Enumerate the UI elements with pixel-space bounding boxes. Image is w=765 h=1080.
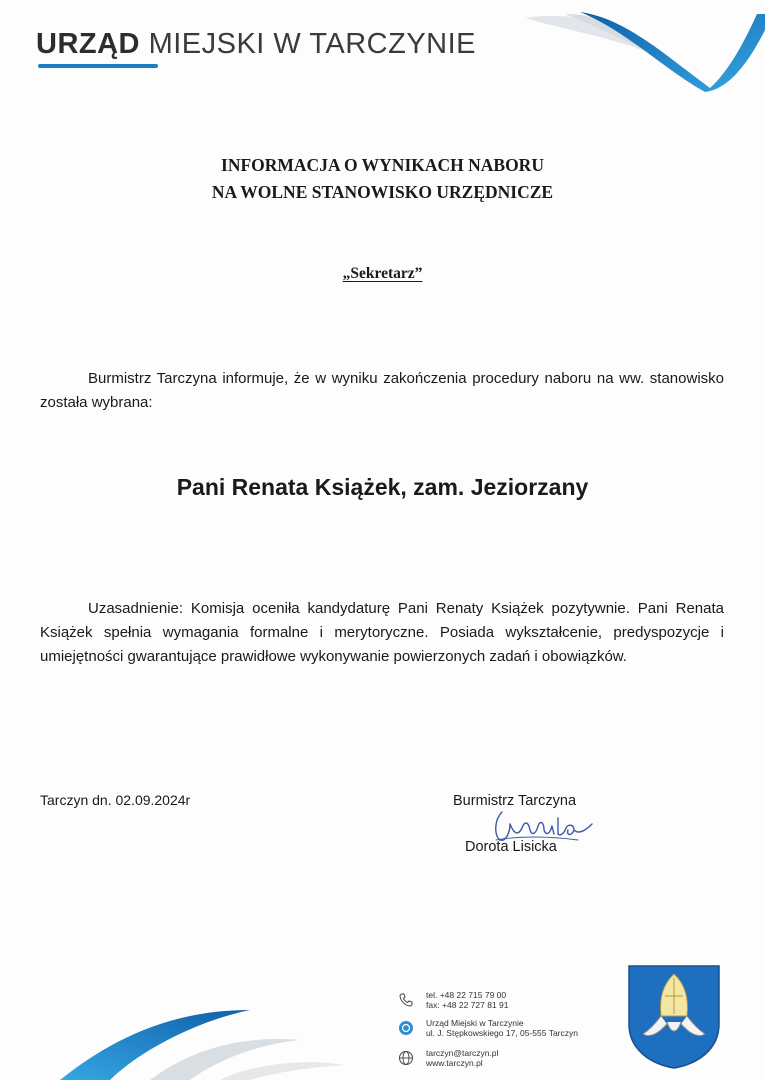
document-date: Tarczyn dn. 02.09.2024r: [40, 792, 191, 808]
document-title: [0, 152, 765, 206]
logo-underline: [38, 64, 158, 68]
header-wave-decoration-icon: [505, 0, 765, 95]
location-icon: [398, 1020, 414, 1036]
logo-regular-text: MIEJSKI W TARCZYNIE: [148, 28, 477, 60]
position-label: „Sekretarz”: [342, 265, 423, 282]
signatory-name: Dorota Lisicka: [465, 839, 557, 855]
tarczyn-coat-of-arms-icon: [627, 964, 721, 1070]
globe-icon: [398, 1050, 414, 1066]
intro-paragraph: Burmistrz Tarczyna informuje, że w wyniku zakończenia procedury naboru na ww. stanowisko została wybrana:: [40, 370, 724, 411]
office-address: ul. J. Stępkowskiego 17, 05-555 Tarczyn: [426, 1028, 578, 1038]
title-line-2: NA WOLNE STANOWISKO URZĘDNICZE: [211, 182, 554, 202]
office-logo: [36, 28, 476, 61]
email-link[interactable]: tarczyn@tarczyn.pl: [426, 1048, 499, 1058]
office-name: Urząd Miejski w Tarczynie: [426, 1018, 524, 1028]
logo-bold-text: URZĄD: [36, 28, 140, 60]
signatory-title: Burmistrz Tarczyna: [453, 793, 577, 809]
website-link[interactable]: www.tarczyn.pl: [426, 1058, 483, 1068]
title-line-1: INFORMACJA O WYNIKACH NABORU: [221, 155, 544, 175]
selected-candidate: Pani Renata Książek, zam. Jeziorzany: [176, 474, 589, 500]
footer-wave-decoration-icon: [0, 980, 360, 1080]
fax-number: fax: +48 22 727 81 91: [426, 1000, 509, 1010]
justification-paragraph: Uzasadnienie: Komisja oceniła kandydaturę Pani Renaty Książek pozytywnie. Pani Renata Książek spełnia wymagania formalne i merytoryczne. Posiada wykształcenie, predyspozycje i umiejętności gwarantujące prawidłowe wykonywanie powierzonych zadań i obowiązków.: [40, 600, 724, 665]
position-name: [0, 265, 765, 283]
phone-number: tel. +48 22 715 79 00: [426, 990, 507, 1000]
phone-icon: [398, 992, 414, 1008]
